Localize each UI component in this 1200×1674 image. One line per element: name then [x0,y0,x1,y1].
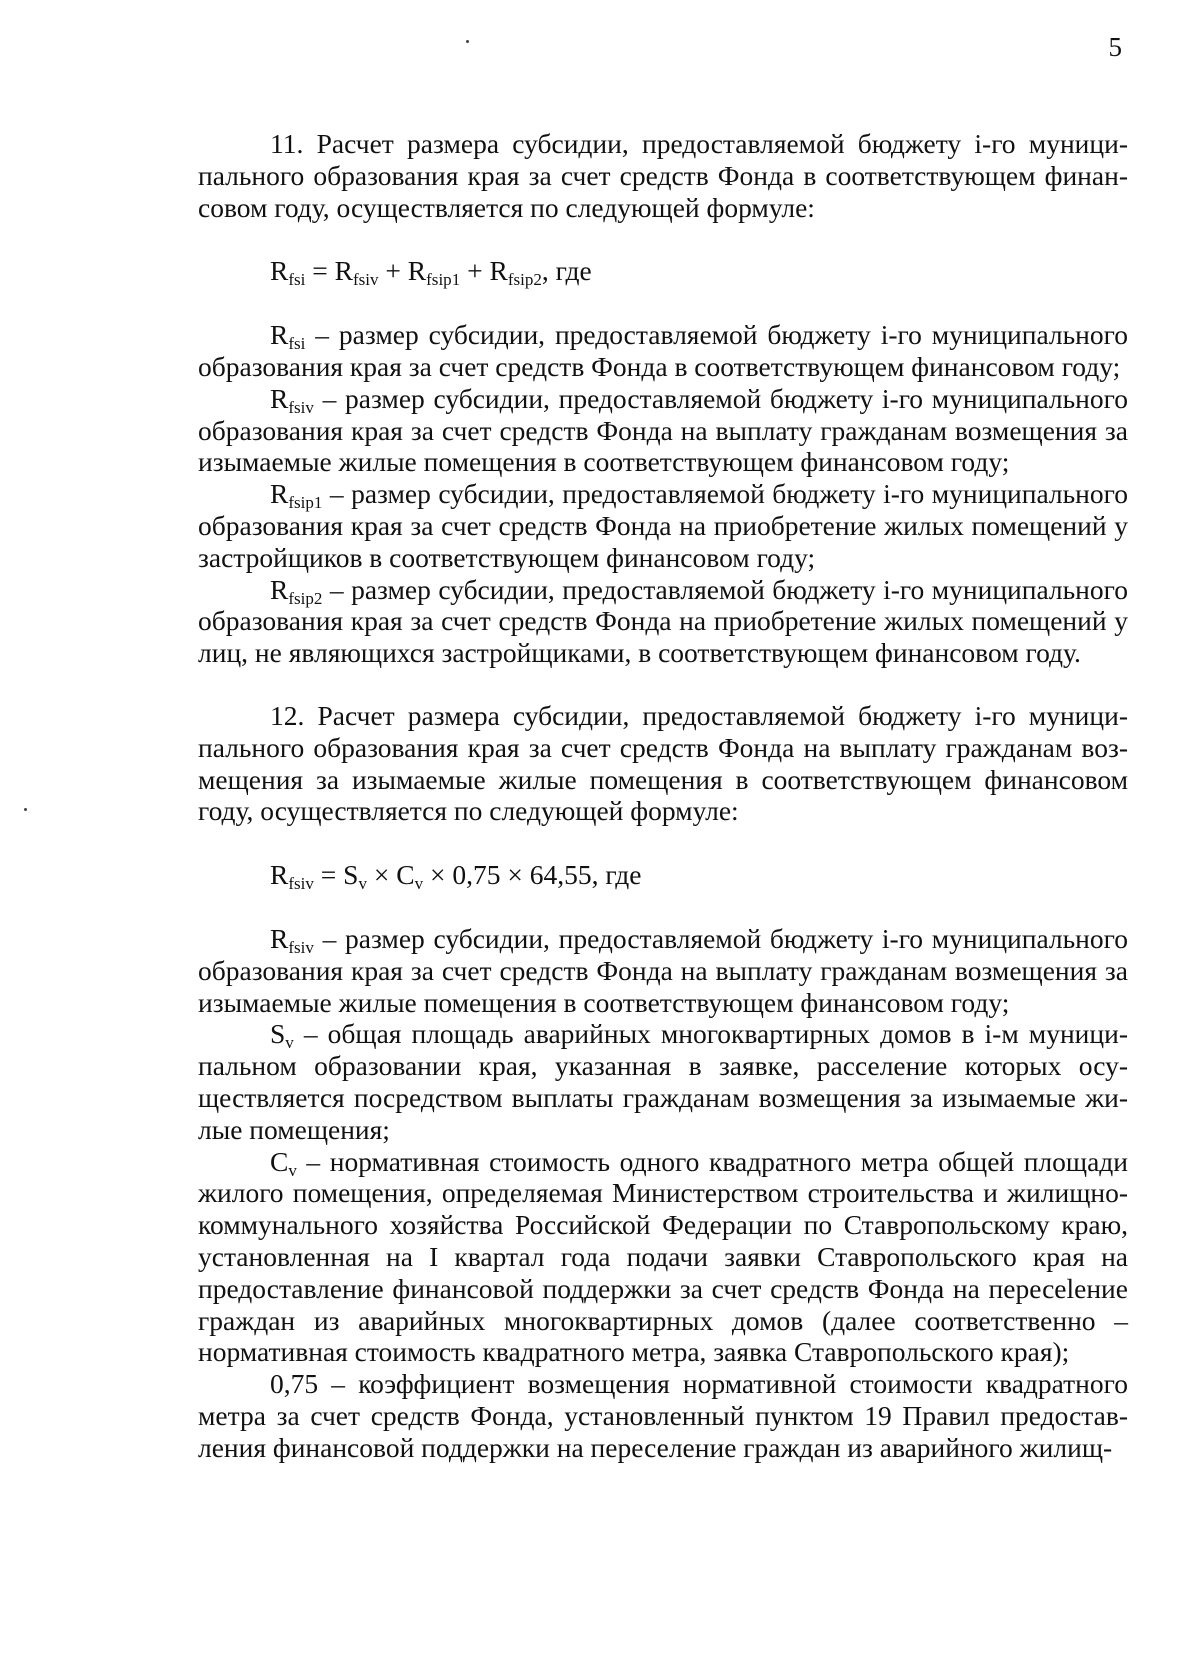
definition-item: $R_{fsiv}$ – размер субсидии, предоставляемой бюджету i-го муниципального образования края за счет средств Фонда на выплату гражданам возмещения за изымаемые жилые помещения в соответствующем финансовом году; [198,382,1128,478]
definition-item: $R_{fsip2}$ – размер субсидии, предоставляемой бюджету i-го муниципального образования края за счет средств Фонда на приобретение жилых помещений у лиц, не являющихся застройщиками, в соответствующем финансовом году. [198,573,1128,669]
formula-rfsiv: $R_{fsiv} = S_v \times C_v \times 0,75 \times 64,55$, где [270,859,642,893]
definition-item: 0,75 – коэффициент возмещения нормативной стоимости квадратного метра за счет средств Фонда, установленный пунктом 19 Правил предоставления финансовой поддержки на переселение граждан из аварийного жилищ- [198,1368,1128,1463]
definition-item: $S_v$ – общая площадь аварийных многоквартирных домов в i-м муниципальном образовании края, указанная в заявке, расселение которых осуществляется посредством выплаты гражданам возмещения за изымаемые жилые помещения; [198,1018,1128,1145]
section-11-intro: 11. Расчет размера субсидии, предоставляемой бюджету i-го муниципального образования края за счет средств Фонда в соответствующем финансовом году, осуществляется по следующей формуле: [198,128,1128,223]
page-number: 5 [1108,32,1122,62]
section-11-definitions [198,319,1128,669]
definition-item: $R_{fsip1}$ – размер субсидии, предоставляемой бюджету i-го муниципального образования края за счет средств Фонда на приобретение жилых помещений у застройщиков в соответствующем финансовом году; [198,478,1128,573]
definition-item: $R_{fsi}$ – размер субсидии, предоставляемой бюджету i-го муниципального образования края за счет средств Фонда в соответствующем финансовом году; [198,319,1128,382]
section-12-definitions [198,923,1128,1464]
scan-speck [466,40,469,43]
document-body [198,128,1128,1463]
scan-speck [24,808,27,811]
definition-item: $R_{fsiv}$ – размер субсидии, предоставляемой бюджету i-го муниципального образования края за счет средств Фонда на выплату гражданам возмещения за изымаемые жилые помещения в соответствующем финансовом году; [198,922,1128,1018]
section-12-intro: 12. Расчет размера субсидии, предоставляемой бюджету i-го муниципального образования края за счет средств Фонда на выплату гражданам возмещения за изымаемые жилые помещения в соответствующем финансовом году, осуществляется по следующей формуле: [198,699,1128,827]
definition-item: $C_v$ – нормативная стоимость одного квадратного метра общей площади жилого помещения, определяемая Министерством строительства и жилищно-коммунального хозяйства Российской Федерации по Ставропольскому краю, установленная на I квартал года подачи заявки Ставропольского края на предоставление финансовой поддержки за счет средств Фонда на пересeleние граждан из аварийных многоквартирных домов (далее соответственно – нормативная стоимость квадратного метра, заявка Ставропольского края); [198,1145,1128,1368]
formula-rfsi: $R_{fsi} = R_{fsiv} + R_{fsip1} + R_{fsip2}$, где [270,255,592,290]
